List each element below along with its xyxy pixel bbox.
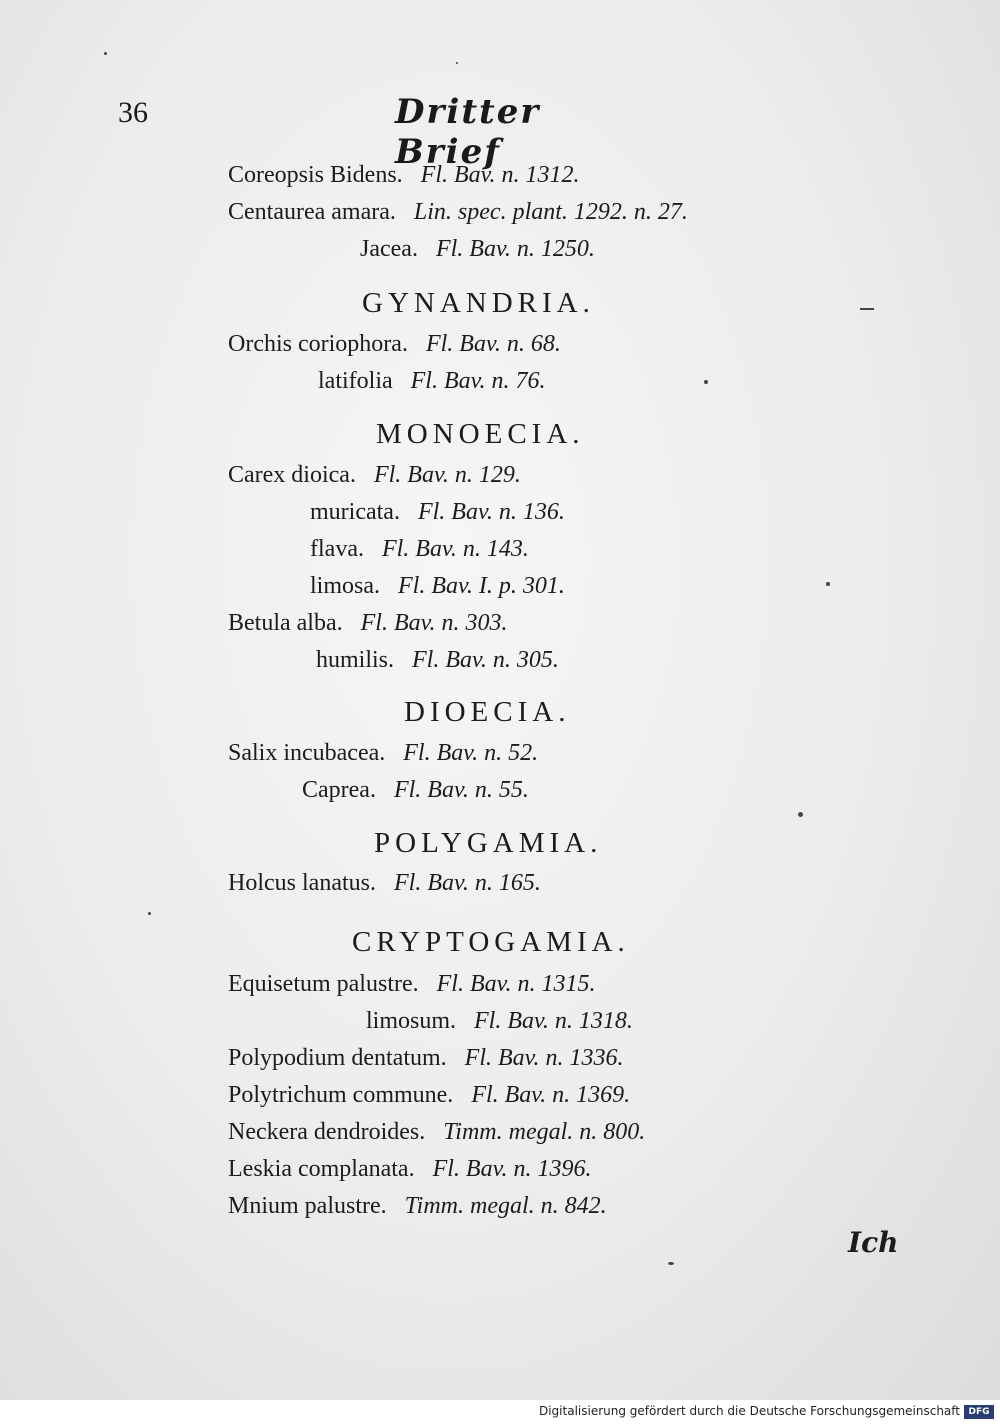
flora-reference: Fl. Bav. n. 1396. — [432, 1156, 592, 1182]
species-name: Leskia complanata. — [228, 1156, 415, 1182]
species-name: Salix incubacea. — [228, 740, 386, 766]
class-heading: POLYGAMIA. — [374, 827, 603, 859]
species-entry — [310, 532, 529, 566]
species-name: Jacea. — [360, 236, 418, 262]
species-entry — [228, 195, 688, 229]
species-entry — [228, 458, 521, 492]
paper-speck — [798, 812, 803, 817]
species-name: humilis. — [316, 647, 395, 673]
species-name: Polypodium dentatum. — [228, 1045, 447, 1071]
species-name: muricata. — [310, 499, 400, 525]
flora-reference: Fl. Bav. n. 129. — [373, 462, 521, 488]
flora-reference: Fl. Bav. n. 1318. — [474, 1008, 633, 1034]
species-entry — [228, 1152, 591, 1186]
species-name: Polytrichum commune. — [228, 1082, 454, 1108]
species-entry — [310, 569, 565, 603]
flora-reference: Fl. Bav. I. p. 301. — [398, 573, 565, 599]
flora-reference: Fl. Bav. n. 1312. — [420, 162, 580, 188]
species-entry — [318, 364, 546, 398]
flora-reference: Fl. Bav. n. 1336. — [464, 1045, 624, 1071]
paper-speck — [704, 380, 708, 384]
class-heading: DIOECIA. — [404, 696, 571, 728]
flora-reference: Fl. Bav. n. 143. — [381, 536, 529, 562]
species-entry — [360, 232, 595, 266]
species-name: Orchis coriophora. — [228, 331, 408, 357]
species-name: latifolia — [318, 368, 393, 394]
species-entry — [228, 866, 541, 900]
species-entry — [228, 1189, 607, 1223]
flora-reference: Fl. Bav. n. 1250. — [435, 236, 595, 262]
species-name: Centaurea amara. — [228, 199, 396, 225]
flora-reference: Fl. Bav. n. 1369. — [471, 1082, 631, 1108]
catchword: Ich — [848, 1226, 899, 1259]
flora-reference: Fl. Bav. n. 305. — [412, 647, 559, 673]
footer-credit: Digitalisierung gefördert durch die Deutsche Forschungsgemeinschaft — [538, 1404, 960, 1418]
paper-speck — [860, 308, 874, 310]
paper-speck — [104, 52, 107, 55]
species-name: limosa. — [310, 573, 380, 599]
flora-reference: Fl. Bav. n. 52. — [403, 740, 539, 766]
paper-speck — [456, 62, 458, 64]
paper-speck — [826, 582, 830, 586]
paper-speck — [668, 1262, 674, 1265]
flora-reference: Fl. Bav. n. 136. — [417, 499, 565, 525]
species-entry — [228, 1115, 645, 1149]
flora-reference: Fl. Bav. n. 68. — [425, 331, 561, 357]
species-entry — [228, 158, 580, 192]
species-entry — [228, 606, 507, 640]
species-name: Coreopsis Bidens. — [228, 162, 403, 188]
species-entry — [228, 327, 561, 361]
flora-reference: Fl. Bav. n. 55. — [393, 777, 529, 803]
species-entry — [228, 1041, 624, 1075]
flora-reference: Fl. Bav. n. 165. — [393, 870, 541, 896]
species-entry — [366, 1004, 633, 1038]
flora-reference: Fl. Bav. n. 76. — [410, 368, 546, 394]
flora-reference: Timm. megal. n. 800. — [443, 1119, 646, 1145]
species-entry — [310, 495, 565, 529]
flora-reference: Fl. Bav. n. 303. — [360, 610, 508, 636]
species-entry — [316, 643, 559, 677]
species-entry — [302, 773, 529, 807]
species-name: Equisetum palustre. — [228, 971, 419, 997]
species-name: limosum. — [366, 1008, 457, 1034]
species-name: Neckera dendroides. — [228, 1119, 426, 1145]
class-heading: CRYPTOGAMIA. — [352, 926, 630, 958]
species-name: Caprea. — [302, 777, 376, 803]
species-name: Betula alba. — [228, 610, 343, 636]
species-entry — [228, 967, 596, 1001]
dfg-logo-icon: DFG — [964, 1405, 994, 1419]
class-heading: GYNANDRIA. — [362, 287, 595, 319]
species-entry — [228, 1078, 630, 1112]
species-name: Holcus lanatus. — [228, 870, 376, 896]
digitization-footer — [0, 1400, 1000, 1424]
class-heading: MONOECIA. — [376, 418, 585, 450]
flora-reference: Timm. megal. n. 842. — [404, 1193, 607, 1219]
species-name: Carex dioica. — [228, 462, 356, 488]
species-name: flava. — [310, 536, 364, 562]
species-entry — [228, 736, 538, 770]
flora-reference: Lin. spec. plant. 1292. n. 27. — [413, 199, 688, 225]
paper-speck — [148, 912, 151, 915]
species-name: Mnium palustre. — [228, 1193, 387, 1219]
running-title: Dritter Brief — [395, 92, 541, 172]
page-number: 36 — [118, 96, 148, 129]
flora-reference: Fl. Bav. n. 1315. — [436, 971, 596, 997]
